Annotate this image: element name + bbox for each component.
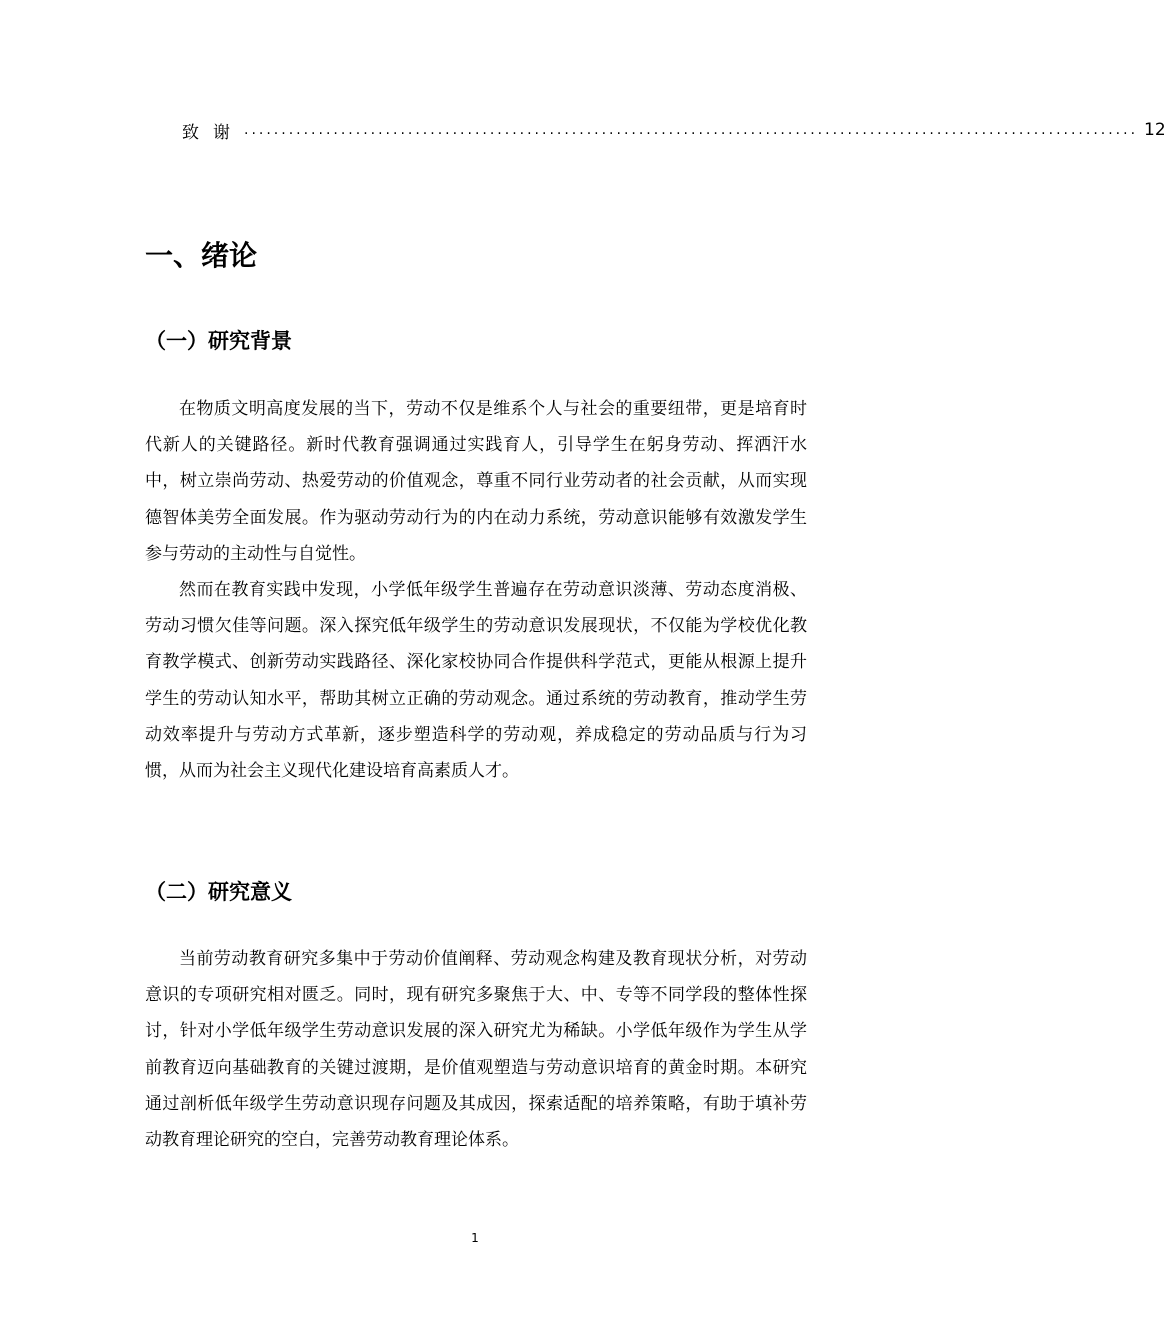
page-number: 1 (471, 1231, 479, 1245)
subsection-title-significance: （二）研究意义 (145, 880, 292, 904)
toc-leader-dots: ........................................................................................................................ (244, 122, 1139, 138)
paragraph: 在物质文明高度发展的当下，劳动不仅是维系个人与社会的重要纽带，更是培育时代新人的关键路径。新时代教育强调通过实践育人，引导学生在躬身劳动、挥洒汗水中，树立崇尚劳动、热爱劳动的价值观念，尊重不同行业劳动者的社会贡献，从而实现德智体美劳全面发展。作为驱动劳动行为的内在动力系统，劳动意识能够有效激发学生参与劳动的主动性与自觉性。 (145, 399, 807, 564)
paragraph: 然而在教育实践中发现，小学低年级学生普遍存在劳动意识淡薄、劳动态度消极、劳动习惯欠佳等问题。深入探究低年级学生的劳动意识发展现状，不仅能为学校优化教育教学模式、创新劳动实践路径、深化家校协同合作提供科学范式，更能从根源上提升学生的劳动认知水平，帮助其树立正确的劳动观念。通过系统的劳动教育，推动学生劳动效率提升与劳动方式革新，逐步塑造科学的劳动观，养成稳定的劳动品质与行为习惯，从而为社会主义现代化建设培育高素质人才。 (145, 580, 807, 782)
toc-entry-page: 12 (1144, 120, 1166, 140)
toc-entry-acknowledgements[interactable] (182, 116, 1166, 144)
section-title: 一、绪论 (145, 239, 258, 272)
toc-entry-label: 致谢 (182, 122, 244, 143)
paragraph: 当前劳动教育研究多集中于劳动价值阐释、劳动观念构建及教育现状分析，对劳动意识的专项研究相对匮乏。同时，现有研究多聚焦于大、中、专等不同学段的整体性探讨，针对小学低年级学生劳动意识发展的深入研究尤为稀缺。小学低年级作为学生从学前教育迈向基础教育的关键过渡期，是价值观塑造与劳动意识培育的黄金时期。本研究通过剖析低年级学生劳动意识现存问题及其成因，探索适配的培养策略，有助于填补劳动教育理论研究的空白，完善劳动教育理论体系。 (145, 949, 807, 1151)
subsection-title-background: （一）研究背景 (145, 329, 292, 353)
subsection-body-significance (145, 941, 807, 1158)
subsection-body-background (145, 391, 807, 789)
